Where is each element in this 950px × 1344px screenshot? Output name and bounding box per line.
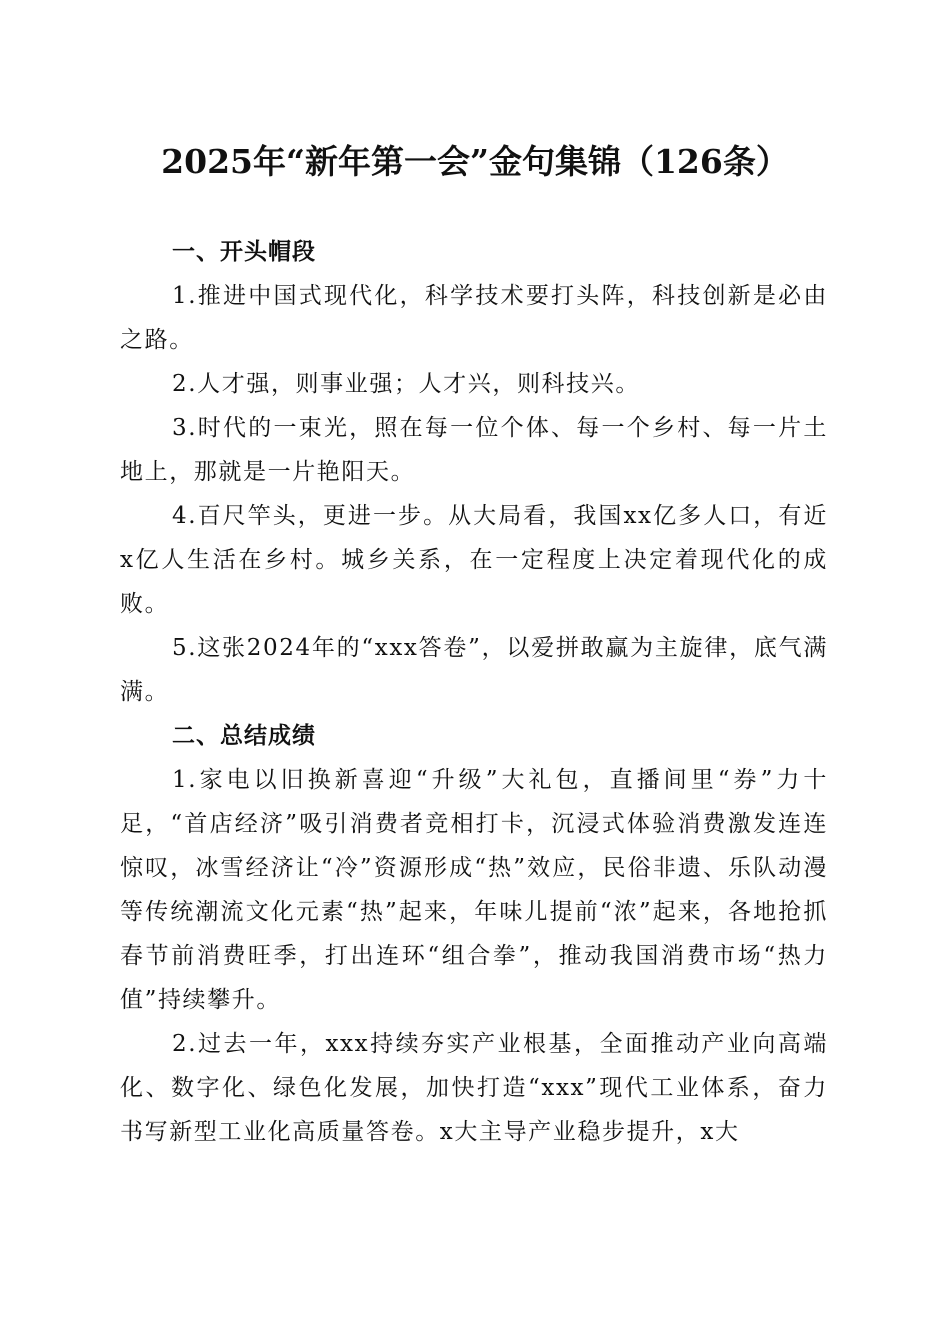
- section-heading-summary: 二、总结成绩: [172, 723, 316, 749]
- paragraph: 1.家电以旧换新喜迎“升级”大礼包，直播间里“券”力十足，“首店经济”吸引消费者竞相打卡，沉浸式体验消费激发连连惊叹，冰雪经济让“冷”资源形成“热”效应，民俗非遗、乐队动漫等传统潮流文化元素“热”起来，年味儿提前“浓”起来，各地抢抓春节前消费旺季，打出连环“组合拳”，推动我国消费市场“热力值”持续攀升。: [120, 767, 828, 1013]
- paragraph: 5.这张2024年的“xxx答卷”，以爱拼敢赢为主旋律，底气满满。: [120, 635, 828, 705]
- paragraph: 2.过去一年，xxx持续夯实产业根基，全面推动产业向高端化、数字化、绿色化发展，加快打造“xxx”现代工业体系，奋力书写新型工业化高质量答卷。x大主导产业稳步提升，x大: [120, 1031, 828, 1145]
- paragraph: 4.百尺竿头，更进一步。从大局看，我国xx亿多人口，有近x亿人生活在乡村。城乡关系，在一定程度上决定着现代化的成败。: [120, 503, 828, 617]
- section-heading-opening: 一、开头帽段: [172, 239, 316, 265]
- document-body: [120, 230, 828, 1154]
- paragraph: 3.时代的一束光，照在每一位个体、每一个乡村、每一片土地上，那就是一片艳阳天。: [120, 415, 828, 485]
- paragraph: 2.人才强，则事业强；人才兴，则科技兴。: [172, 371, 640, 397]
- document-title: 2025年“新年第一会”金句集锦（126条）: [161, 142, 789, 181]
- paragraph: 1.推进中国式现代化，科学技术要打头阵，科技创新是必由之路。: [120, 283, 828, 353]
